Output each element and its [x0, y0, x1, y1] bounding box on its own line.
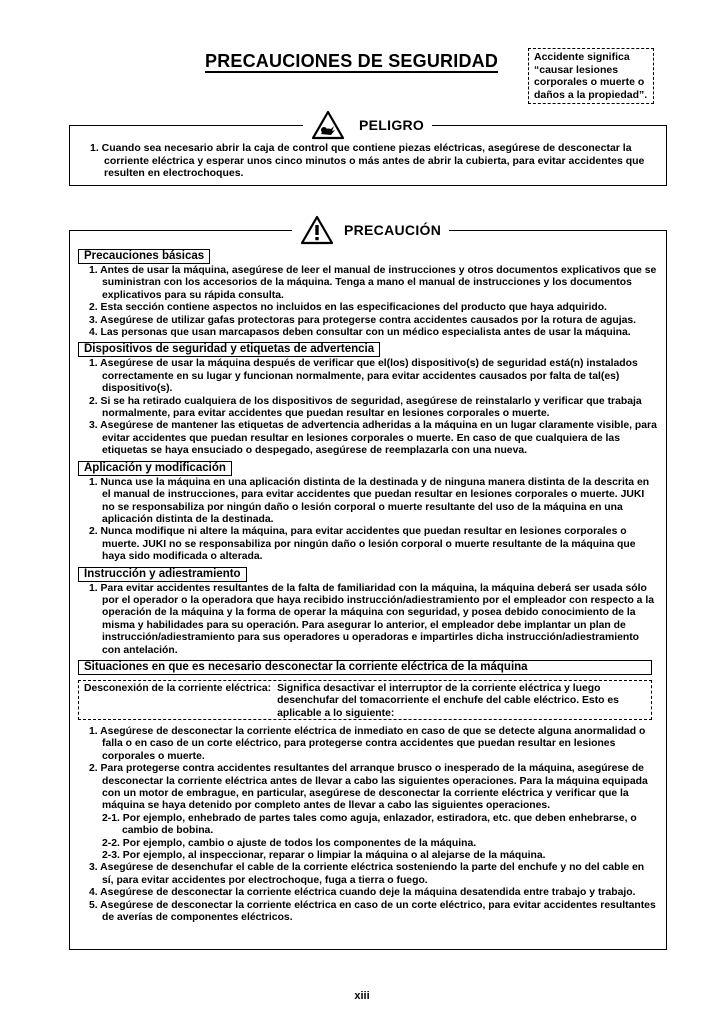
list-subitem: 2-1. Por ejemplo, enhebrado de partes tales como aguja, enlazador, estiradora, etc. que deben enhebrarse, o cambio de bobina. [102, 812, 637, 837]
disconnect-definition-box [78, 680, 652, 720]
page-title: PRECAUCIONES DE SEGURIDAD [205, 51, 499, 71]
list-item: 3. Asegúrese de mantener las etiquetas de advertencia adheridas a la máquina en un lugar claramente visible, para evitar accidentes que puedan resultar en lesiones corporales o muerte. En caso de que cualquiera de las etiquetas se haya ensuciado o despegado, asegúrese de reemplazarla con una nueva. [89, 420, 657, 457]
section-heading-basic: Precauciones básicas [78, 249, 210, 264]
page-number: xiii [354, 990, 370, 1002]
electric-shock-warning-icon [311, 110, 345, 140]
section-heading-power: Situaciones en que es necesario desconectar la corriente eléctrica de la máquina [78, 660, 652, 675]
danger-box [69, 117, 667, 186]
application-list [78, 477, 658, 564]
list-item: 3. Asegúrese de desenchufar el cable de la corriente eléctrica sosteniendo la parte del enchufe y no del cable en sí, para evitar accidentes por electrochoque, fuga a tierra o fuego. [89, 862, 645, 886]
danger-item: 1. Cuando sea necesario abrir la caja de control que contiene piezas eléctricas, asegúrese de desconectar la corriente eléctrica y esperar unos cinco minutos o más antes de abrir la cubierta, para evitar accidentes que resulten en electrochoques. [90, 142, 645, 179]
danger-heading: PELIGRO [359, 117, 425, 133]
caution-heading: PRECAUCIÓN [344, 222, 442, 238]
list-item: 1. Asegúrese de desconectar la corriente eléctrica de inmediato en caso de que se detecte alguna anormalidad o falla o en caso de un corte eléctrico, para protegerse contra accidentes que puedan resultar en lesiones corporales o muerte. [89, 725, 646, 762]
list-item: 1. Nunca use la máquina en una aplicación distinta de la destinada y de ninguna manera distinta de la descrita en el manual de instrucciones, para evitar accidentes que puedan resultar en lesiones corporales o muerte. JUKI no se responsabiliza por ningún daño o lesión corporal o muerte resultante del uso de la máquina en una aplicación distinta de la destinada. [89, 476, 650, 525]
section-heading-application: Aplicación y modificación [78, 461, 232, 476]
list-item: 1. Antes de usar la máquina, asegúrese de leer el manual de instrucciones y otros documentos explicativos que se suministran con los accesorios de la máquina. Tenga a mano el manual de instrucciones y los documentos explicativos para su rápida consulta. [89, 265, 657, 301]
list-item: 4. Asegúrese de desconectar la corriente eléctrica cuando deje la máquina desatendida entre trabajo y trabajo. [89, 887, 636, 899]
list-item: 2. Esta sección contiene aspectos no incluidos en las especificaciones del producto que haya adquirido. [89, 302, 607, 314]
accident-definition-note: Accidente significa “causar lesiones corporales o muerte o daños a la propiedad”. [528, 48, 654, 104]
list-item: 3. Asegúrese de utilizar gafas protectoras para protegerse contra accidentes causados por la rotura de agujas. [89, 314, 637, 326]
list-item: 5. Asegúrese de desconectar la corriente eléctrica en caso de un corte eléctrico, para evitar accidentes resultantes de averías de componentes eléctricos. [89, 899, 656, 924]
power-list [78, 726, 658, 925]
list-item: 2. Para protegerse contra accidentes resultantes del arranque brusco o inesperado de la máquina, asegúrese de desconectar la corriente eléctrica antes de llevar a cabo las siguientes operaciones. Para la máquina equipada con un motor de embrague, en particular, asegúrese de desconectar la corriente eléctrica y verificar que la máquina se haya detenido por completo antes de llevar a cabo las siguientes operaciones. [89, 763, 648, 812]
danger-header [303, 110, 432, 140]
list-item: 2. Si se ha retirado cualquiera de los dispositivos de seguridad, asegúrese de reinstalarlo y verificar que trabaja normalmente, para evitar accidentes que puedan resultar en lesiones corporales o muerte. [89, 395, 642, 420]
disconnect-label: Desconexión de la corriente eléctrica: [84, 682, 272, 694]
list-item: 4. Las personas que usan marcapasos deben consultar con un médico especialista antes de usar la máquina. [89, 327, 631, 339]
list-item: 1. Para evitar accidentes resultantes de la falta de familiaridad con la máquina, la máquina deberá ser usada sólo por el operador o la operadora que haya recibido instrucción/adiestramiento por el empleador con respecto a la operación de la máquina y la forma de operar la máquina con seguridad, y posea debido conocimiento de la misma y habilidades para su operación. Para asegurar lo anterior, el empleador debe implantar un plan de instrucción/adiestramiento para sus operadores u operadoras e impartirles dicha instrucción/adiestramiento con antelación. [89, 582, 655, 656]
list-item: 2. Nunca modifique ni altere la máquina, para evitar accidentes que puedan resultar en lesiones corporales o muerte. JUKI no se responsabiliza por ningún daño o lesión corporal o muerte resultante de la máquina que haya sido modificada o alterada. [89, 526, 636, 563]
list-item: 1. Asegúrese de usar la máquina después de verificar que el(los) dispositivo(s) de seguridad está(n) instalados correctamente en su lugar y funcionan normalmente, para evitar accidentes causados por falta de tal(es) dispositivo(s). [89, 358, 638, 395]
exclamation-warning-icon [300, 215, 334, 245]
section-heading-safety-devices: Dispositivos de seguridad y etiquetas de advertencia [78, 342, 380, 357]
basic-precautions-list [78, 265, 658, 339]
list-subitem: 2-2. Por ejemplo, cambio o ajuste de todos los componentes de la máquina. [102, 837, 477, 849]
training-list [78, 583, 658, 657]
section-heading-training: Instrucción y adiestramiento [78, 567, 247, 582]
safety-devices-list [78, 358, 658, 457]
caution-header [292, 215, 449, 245]
list-subitem: 2-3. Por ejemplo, al inspeccionar, reparar o limpiar la máquina o al alejarse de la máquina. [102, 850, 546, 862]
disconnect-text: Significa desactivar el interruptor de la corriente eléctrica y luego desenchufar del tomacorriente el enchufe del cable eléctrico. Esto es aplicable a lo siguiente: [277, 682, 619, 719]
caution-box [69, 222, 667, 950]
